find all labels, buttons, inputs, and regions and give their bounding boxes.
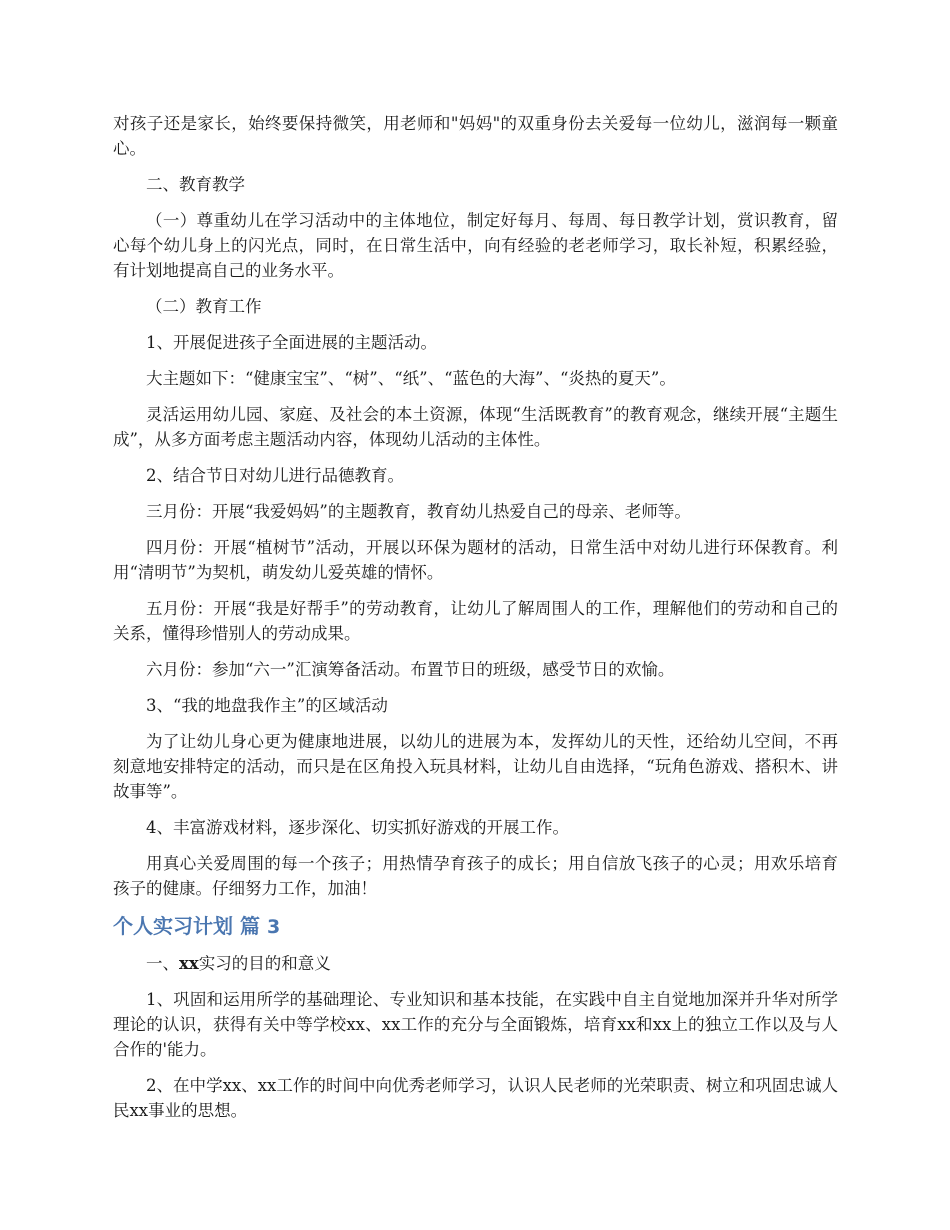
paragraph: 灵活运用幼儿园、家庭、及社会的本土资源，体现“生活既教育”的教育观念，继续开展“主题生成”，从多方面考虑主题活动内容，体现幼儿活动的主体性。: [113, 405, 838, 449]
list-item: 4、丰富游戏材料，逐步深化、切实抓好游戏的开展工作。: [146, 818, 569, 837]
list-item: 1、巩固和运用所学的基础理论、专业知识和基本技能，在实践中自主自觉地加深并升华对所学理论的认识，获得有关中等学校xx、xx工作的充分与全面锻炼，培育xx和xx上的独立工作以及与人合作的'能力。: [113, 990, 838, 1059]
list-item: 2、结合节日对幼儿进行品德教育。: [146, 466, 404, 485]
subheading-text: 实习的目的和意义: [198, 954, 331, 973]
section-heading-number: 3: [266, 916, 281, 938]
section-subheading: [113, 951, 838, 976]
paragraph: 用真心关爱周围的每一个孩子；用热情孕育孩子的成长；用自信放飞孩子的心灵；用欢乐培育孩子的健康。仔细努力工作，加油！: [113, 854, 838, 898]
list-item: 1、开展促进孩子全面进展的主题活动。: [146, 333, 437, 352]
paragraph: 大主题如下：“健康宝宝”、“树”、“纸”、“蓝色的大海”、“炎热的夏天”。: [146, 369, 676, 388]
paragraph: 为了让幼儿身心更为健康地进展，以幼儿的进展为本，发挥幼儿的天性，还给幼儿空间，不再刻意地安排特定的活动，而只是在区角投入玩具材料，让幼儿自由选择，“玩角色游戏、搭积木、讲故事等”。: [113, 732, 838, 801]
list-item: 2、在中学xx、xx工作的时间中向优秀老师学习，认识人民老师的光荣职责、树立和巩固忠诚人民xx事业的思想。: [113, 1076, 838, 1120]
section-subheading: （二）教育工作: [146, 297, 262, 316]
paragraph: 对孩子还是家长，始终要保持微笑，用老师和"妈妈"的双重身份去关爱每一位幼儿，滋润每一颗童心。: [113, 114, 838, 158]
paragraph: （一）尊重幼儿在学习活动中的主体地位，制定好每月、每周、每日教学计划，赏识教育，留心每个幼儿身上的闪光点，同时，在日常生活中，向有经验的老老师学习，取长补短，积累经验，有计划地提高自己的业务水平。: [113, 211, 838, 280]
subheading-prefix: 一、: [146, 954, 179, 973]
subheading-term: xx: [179, 954, 199, 973]
section-subheading: 二、教育教学: [146, 175, 245, 194]
paragraph: 四月份：开展“植树节”活动，开展以环保为题材的活动，日常生活中对幼儿进行环保教育。利用“清明节”为契机，萌发幼儿爱英雄的情怀。: [113, 538, 838, 582]
section-heading-title: 个人实习计划 篇: [113, 914, 260, 938]
paragraph: 三月份：开展“我爱妈妈”的主题教育，教育幼儿热爱自己的母亲、老师等。: [146, 502, 691, 521]
paragraph: 六月份：参加“六一”汇演筹备活动。布置节日的班级，感受节日的欢愉。: [146, 660, 675, 679]
paragraph: 五月份：开展“我是好帮手”的劳动教育，让幼儿了解周围人的工作，理解他们的劳动和自己的关系，懂得珍惜别人的劳动成果。: [113, 599, 838, 643]
document-body: [113, 111, 838, 1134]
list-item: 3、“我的地盘我作主”的区域活动: [146, 696, 388, 715]
section-heading: [113, 912, 838, 941]
